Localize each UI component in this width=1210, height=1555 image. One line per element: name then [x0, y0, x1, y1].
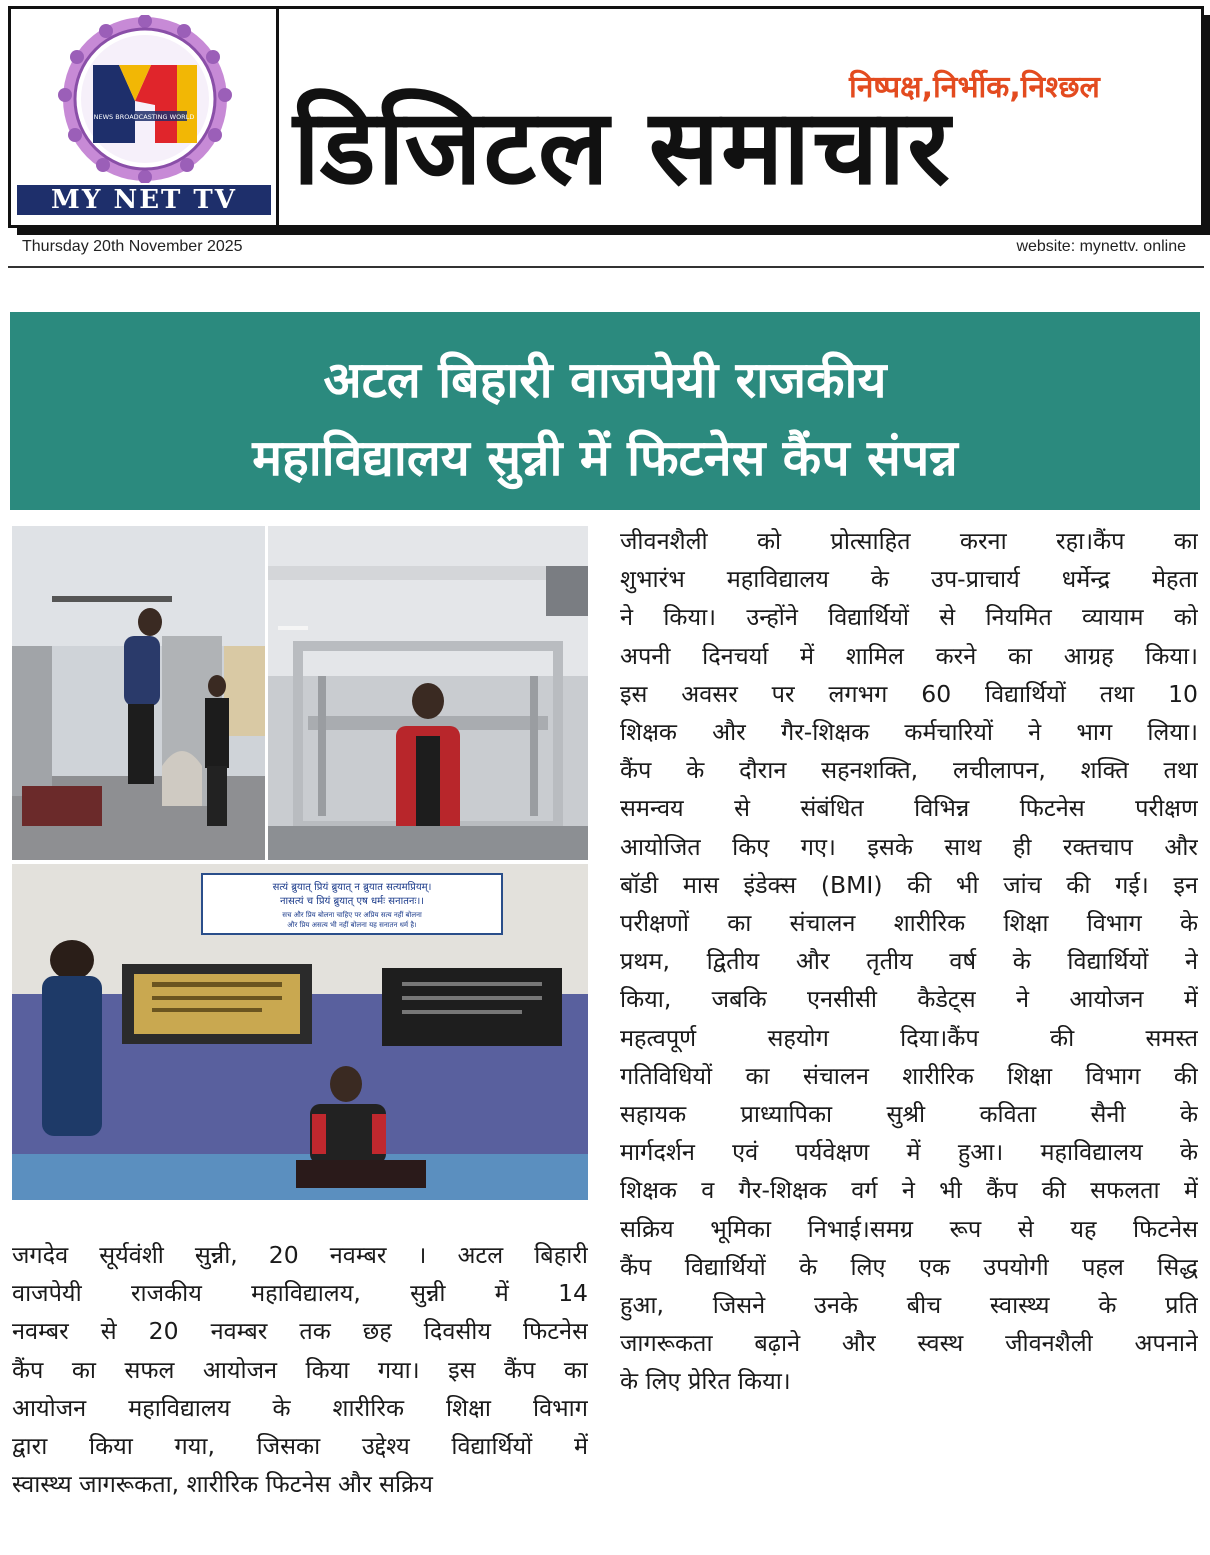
paper-name: डिजिटल समाचार [293, 86, 952, 208]
article-right-line: ने किया। उन्होंने विद्यार्थियों से नियमित व्यायाम को [620, 603, 1198, 632]
board-text-2: नासत्यं च प्रियं ब्रुयात् एष धर्मः सनातनः।। [279, 896, 425, 907]
logo-small-text: NEWS BROADCASTING WORLD [93, 113, 195, 121]
article-left-line: नवम्बर से 20 नवम्बर तक छह दिवसीय फिटनेस [12, 1317, 588, 1346]
article-left-line: वाजपेयी राजकीय महाविद्यालय, सुन्नी में 14 [12, 1279, 588, 1308]
gym-photo-image [12, 526, 265, 860]
article-right-line: अपनी दिनचर्या में शामिल करने का आग्रह किया। [620, 641, 1198, 670]
photo-pullup [12, 526, 265, 860]
article-left-line: कैंप का सफल आयोजन किया गया। इस कैंप का [12, 1355, 588, 1384]
article-right-line: बॉडी मास इंडेक्स (BMI) की भी जांच की गई। इन [620, 870, 1198, 899]
article-right-line: समन्वय से संबंधित विभिन्न फिटनेस परीक्षण [620, 794, 1198, 823]
logo-emblem-icon [31, 15, 259, 183]
article-right-line: के लिए प्रेरित किया। [620, 1367, 791, 1396]
headline-banner [10, 312, 1200, 510]
article-right-line: जागरूकता बढ़ाने और स्वस्थ जीवनशैली अपनाने [620, 1329, 1198, 1358]
masthead-shadow-side [1202, 15, 1210, 235]
article-left-line: स्वास्थ्य जागरूकता, शारीरिक फिटनेस और सक्रिय [12, 1470, 433, 1499]
tagline: निष्पक्ष,निर्भीक,निश्छल [849, 70, 1100, 105]
article-right-line: परीक्षणों का संचालन शारीरिक शिक्षा विभाग के [620, 909, 1198, 938]
article-right-line: कैंप के दौरान सहनशक्ति, लचीलापन, शक्ति तथा [620, 756, 1198, 785]
article-right-line: इस अवसर पर लगभग 60 विद्यार्थियों तथा 10 [620, 679, 1198, 708]
article-right-line: शिक्षक और गैर-शिक्षक कर्मचारियों ने भाग लिया। [620, 718, 1198, 747]
date-bar [8, 230, 1204, 268]
plaque-photo-image [12, 864, 588, 1200]
article-right-line: प्रथम, द्वितीय और तृतीय वर्ष के विद्यार्थियों ने [620, 947, 1198, 976]
article-column-left [12, 1236, 588, 1503]
board-text-3: सच और प्रिय बोलना चाहिए पर अप्रिय सत्य नहीं बोलना [282, 911, 422, 919]
article-right-line: जीवनशैली को प्रोत्साहित करना रहा।कैंप का [620, 527, 1198, 555]
article-right-line: शिक्षक व गैर-शिक्षक वर्ग ने भी कैंप की सफलता में [620, 1176, 1198, 1205]
issue-date: Thursday 20th November 2025 [22, 238, 243, 255]
masthead [8, 6, 1204, 228]
logo-text: MY NET TV [17, 185, 271, 215]
article-right-line: शुभारंभ महाविद्यालय के उप-प्राचार्य धर्मेन्द्र मेहता [620, 565, 1198, 594]
board-text-1: सत्यं ब्रुयात् प्रियं ब्रुयात् न ब्रुयात सत्यमप्रियम्। [272, 882, 432, 893]
article-left-line: आयोजन महाविद्यालय के शारीरिक शिक्षा विभाग [12, 1393, 588, 1422]
article-left-line: जगदेव सूर्यवंशी सुन्नी, 20 नवम्बर । अटल बिहारी [12, 1241, 588, 1269]
article-right-line: कैंप विद्यार्थियों के लिए एक उपयोगी पहल सिद्ध [620, 1252, 1198, 1281]
article-right-line: सक्रिय भूमिका निभाई।समग्र रूप से यह फिटनेस [620, 1214, 1198, 1243]
article-right-line: सहायक प्राध्यापिका सुश्री कविता सैनी के [620, 1100, 1198, 1129]
article-left-line: द्वारा किया गया, जिसका उद्देश्य विद्यार्थियों में [12, 1432, 588, 1461]
website-link[interactable]: website: mynettv. online [1016, 238, 1186, 255]
machine-photo-image [268, 526, 588, 860]
article-right-line: मार्गदर्शन एवं पर्यवेक्षण में हुआ। महाविद्यालय के [620, 1138, 1198, 1167]
headline-line-1: अटल बिहारी वाजपेयी राजकीय [323, 351, 887, 409]
article-column-right [620, 522, 1198, 1401]
headline-line-2: महाविद्यालय सुन्नी में फिटनेस कैंप संपन्न [252, 429, 958, 487]
photo-plaques [12, 864, 588, 1200]
article-right-line: आयोजित किए गए। इसके साथ ही रक्तचाप और [620, 832, 1198, 861]
article-right-line: किया, जबकि एनसीसी कैडेट्स ने आयोजन में [620, 985, 1198, 1014]
board-text-4: और प्रिय असत्य भी नहीं बोलना यह सनातन धर्म है। [287, 921, 417, 929]
photo-fitness-machine [268, 526, 588, 860]
article-right-line: गतिविधियों का संचालन शारीरिक शिक्षा विभाग की [620, 1061, 1198, 1090]
logo [11, 9, 279, 225]
article-right-line: महत्वपूर्ण सहयोग दिया।कैंप की समस्त [620, 1023, 1198, 1052]
article-right-line: हुआ, जिसने उनके बीच स्वास्थ्य के प्रति [620, 1291, 1198, 1320]
